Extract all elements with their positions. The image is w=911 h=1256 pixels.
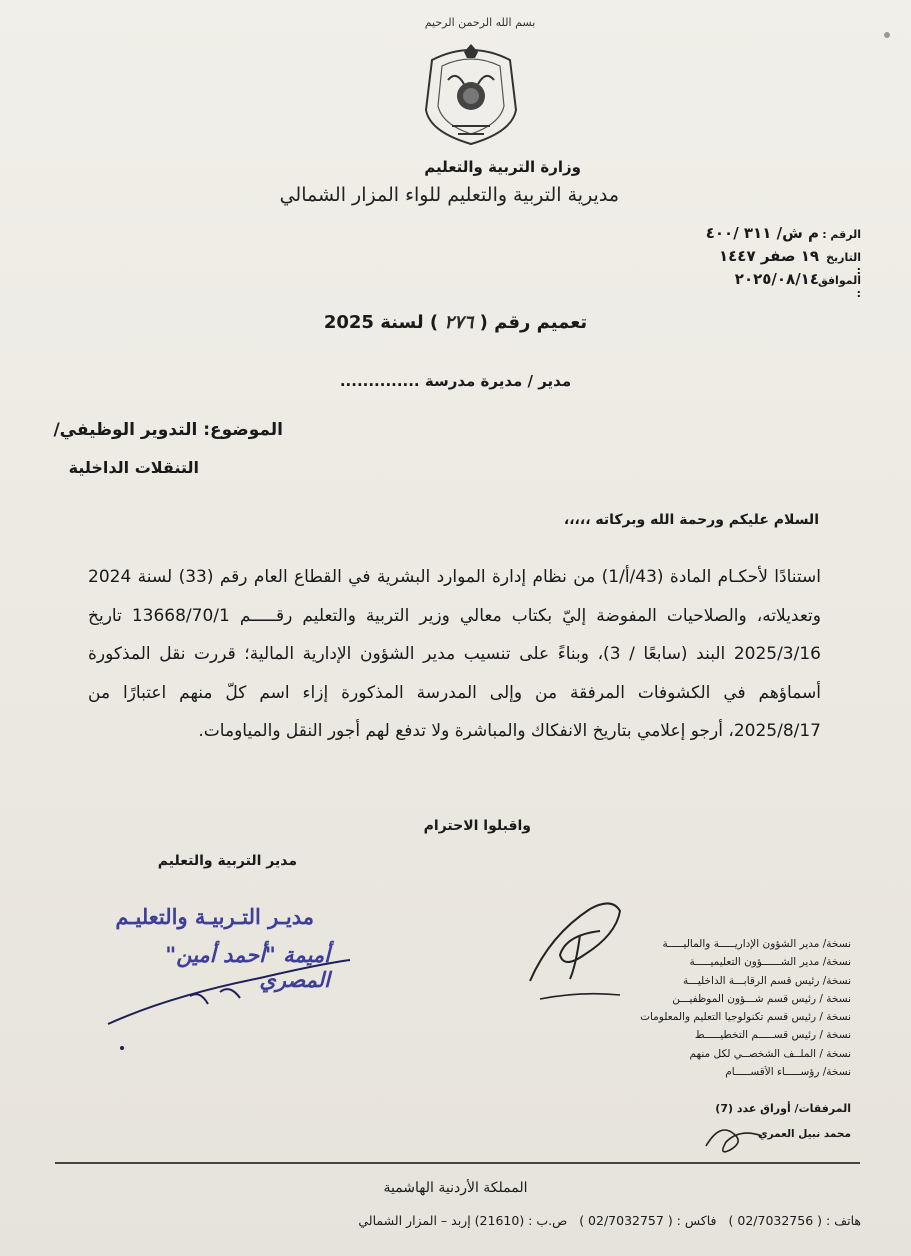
copy-item: نسخة / رئيس قســـــم التخطيـــــط (694, 1029, 851, 1042)
circular-number: ٢٧٦ (444, 312, 474, 333)
reference-block (601, 224, 861, 300)
directorate-name: مديرية التربية والتعليم للواء المزار الشمالي (279, 184, 619, 206)
ref-row (601, 224, 861, 247)
basmala: بسم الله الرحمن الرحيم (424, 16, 536, 29)
ref-value: م ش/ ٣١١ /٤٠٠ (705, 224, 819, 242)
copies-list (581, 938, 851, 1084)
copy-item: نسخة/ رئيس قسم الرقابـــة الداخليـــة (683, 974, 851, 987)
copy-item: نسخة/ مدير الشؤون الإداريـــــة والماليـــــة (662, 938, 851, 950)
jordan-coat-of-arms-icon (412, 40, 530, 152)
copy-item: نسخة/ رؤســـــاء الأقســـــام (725, 1066, 851, 1079)
date-label: التاريخ : (826, 251, 861, 277)
signatory-title: مدير التربية والتعليم (157, 853, 297, 869)
circular-heading (0, 312, 911, 333)
circular-prefix: تعميم رقم ( (479, 312, 588, 333)
addressee: مدير / مديرة مدرسة .............. (339, 372, 572, 390)
attachments-note: المرفقات/ أوراق عدد (7) (715, 1102, 851, 1115)
ministry-name: وزارة التربية والتعليم (424, 158, 581, 176)
closing: واقبلوا الاحترام (423, 818, 531, 834)
copy-item: نسخة / رئيس قسم تكنولوجيا التعليم والمعلومات (640, 1011, 851, 1024)
author-initials-signature (700, 1112, 770, 1162)
circular-suffix: ) لسنة 2025 (323, 312, 439, 333)
date-value: ١٩ صفر ١٤٤٧ (718, 247, 819, 265)
copy-item: نسخة/ مدير الشــــــؤون التعليميـــــة (689, 956, 851, 969)
subject-line-2: التنقلات الداخلية (68, 458, 199, 477)
footer-fax: فاكس : ( 02/7032757 ) (579, 1213, 717, 1228)
letter-body: استنادًا لأحكـام المادة (43/أ/1) من نظام إدارة الموارد البشرية في القطاع العام رقم (33) لسنة 2024 وتعديلاته، والصلاحيات المفوضة إليّ بكتاب معالي وزير التربية والتعليم رقـــــم 13668/70/1 تاريخ 2025/3/16 البند (سابعًا / 3)، وبناءً على تنسيب مدير الشؤون الإدارية المالية؛ قررت نقل المذكورة أسماؤهم في الكشوفات المرفقة من وإلى المدرسة المذكورة إزاء اسم كلّ منهم اعتبارًا من 2025/8/17، أرجو إعلامي بتاريخ الانفكاك والمباشرة ولا تدفع لهم أجور النقل والمياومات. (88, 567, 822, 741)
footer-phone: هاتف : ( 02/7032756 ) (728, 1213, 861, 1228)
corresponding-row (601, 270, 861, 300)
ref-label: الرقم : (822, 228, 861, 241)
author-name: محمد نبيل العمري (757, 1128, 851, 1140)
handwritten-signature (90, 900, 420, 1060)
footer-country: المملكة الأردنية الهاشمية (383, 1180, 528, 1196)
stamp-line-1: مديـر التـربيـة والتعليـم (115, 904, 314, 929)
copy-item: نسخة / الملــف الشخصــي لكل منهم (689, 1047, 851, 1060)
corresponding-label: الموافق : (817, 274, 861, 300)
copy-item: نسخة / رئيس قسم شـــؤون الموظفيـــن (672, 992, 851, 1005)
date-row (601, 247, 861, 277)
corresponding-value: ٢٠٢٥/٠٨/١٤ (734, 270, 819, 288)
footer-contact (50, 1213, 861, 1228)
corner-mark (884, 32, 890, 38)
footer-po-box: ص.ب : (21610) إربد – المزار الشمالي (358, 1213, 568, 1228)
footer-divider (55, 1162, 860, 1164)
subject-line-1: الموضوع: التدوير الوظيفي/ (53, 420, 283, 440)
greeting: السلام عليكم ورحمة الله وبركاته ،،،،، (563, 512, 819, 528)
stamp-line-2: أميمة "أحمد أمين" المصري (165, 942, 330, 992)
